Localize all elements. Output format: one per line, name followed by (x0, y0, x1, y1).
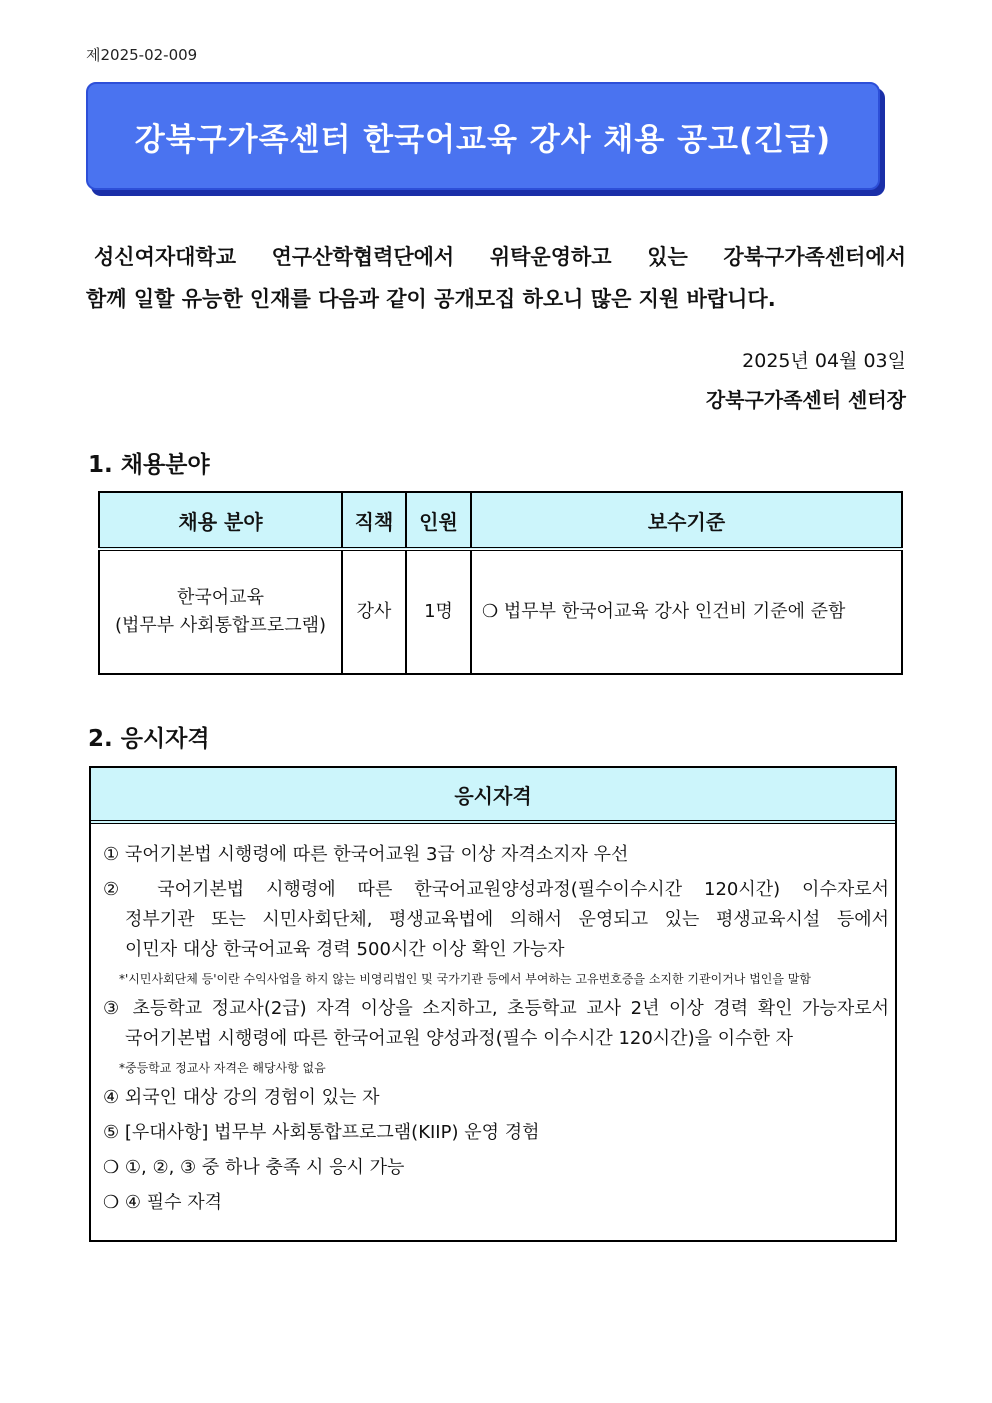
recruitment-table (98, 491, 903, 675)
intro-paragraph (86, 236, 906, 320)
list-item: ❍ ④ 필수 자격 (103, 1192, 222, 1213)
header-position: 직책 (342, 492, 406, 549)
list-item: ③ 초등학교 정교사(2급) 자격 이상을 소지하고, 초등학교 교사 2년 이상 경력 확인 가능자로서 (103, 998, 889, 1019)
field-line-1: 한국어교육 (177, 587, 264, 608)
list-item: ② 국어기본법 시행령에 따른 한국어교원양성과정(필수이수시간 120시간) 이수자로서 (103, 879, 889, 900)
section-heading-qualification: 2. 응시자격 (88, 726, 210, 752)
qualification-table-header: 응시자격 (91, 768, 895, 824)
cell-field (99, 549, 342, 674)
list-item: ❍ ①, ②, ③ 중 하나 충족 시 응시 가능 (103, 1157, 405, 1178)
announcement-date: 2025년 04월 03일 (742, 350, 906, 372)
document-number: 제2025-02-009 (86, 46, 198, 64)
intro-line-2: 함께 일할 유능한 인재를 다음과 같이 공개모집 하오니 많은 지원 바랍니다. (86, 287, 776, 311)
qualification-table (89, 766, 897, 1242)
field-line-2: (법무부 사회통합프로그램) (114, 615, 327, 636)
footnote: *'시민사회단체 등'이란 수익사업을 하지 않는 비영리법인 및 국가기관 등에서 부여하는 고유번호증을 소지한 기관이거나 법인을 말함 (119, 972, 811, 986)
qualification-list (91, 824, 895, 1218)
table-header-row (99, 492, 902, 549)
cell-position: 강사 (342, 549, 406, 674)
footnote: *중등학교 정교사 자격은 해당사항 없음 (119, 1061, 326, 1075)
section-heading-recruitment: 1. 채용분야 (88, 452, 210, 478)
header-field: 채용 분야 (99, 492, 342, 549)
list-item-continued: 국어기본법 시행령에 따른 한국어교원 양성과정(필수 이수시간 120시간)을 이수한 자 (125, 1028, 793, 1049)
title-banner (86, 82, 880, 190)
list-item: ⑤ [우대사항] 법무부 사회통합프로그램(KIIP) 운영 경험 (103, 1122, 540, 1143)
list-item-continued: 정부기관 또는 시민사회단체, 평생교육법에 의해서 운영되고 있는 평생교육시설 등에서 (125, 909, 889, 930)
intro-line-1: 성신여자대학교 연구산학협력단에서 위탁운영하고 있는 강북구가족센터에서 (94, 245, 906, 269)
list-item: ④ 외국인 대상 강의 경험이 있는 자 (103, 1087, 380, 1108)
table-row (99, 549, 902, 674)
list-item-continued: 이민자 대상 한국어교육 경력 500시간 이상 확인 가능자 (125, 939, 565, 960)
page-title: 강북구가족센터 한국어교육 강사 채용 공고(긴급) (134, 121, 832, 158)
cell-pay: ❍ 법무부 한국어교육 강사 인건비 기준에 준함 (471, 549, 902, 674)
header-pay: 보수기준 (471, 492, 902, 549)
list-item: ① 국어기본법 시행령에 따른 한국어교원 3급 이상 자격소지자 우선 (103, 844, 629, 865)
header-count: 인원 (406, 492, 471, 549)
signer: 강북구가족센터 센터장 (705, 388, 906, 412)
cell-count: 1명 (406, 549, 471, 674)
